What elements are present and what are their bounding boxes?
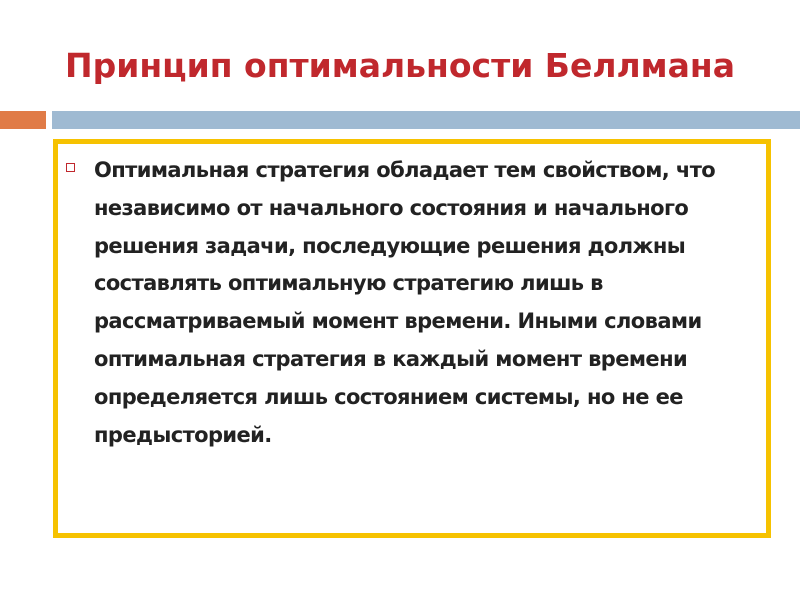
- content-box: [53, 139, 771, 538]
- accent-bar-right: [52, 111, 800, 129]
- accent-bar-left: [0, 111, 46, 129]
- bullet-text: Оптимальная стратегия обладает тем свойством, что независимо от начального состояния и начального решения задачи, последующие решения должны составлять оптимальную стратегию лишь в рассматриваемый момент времени. Иными словами оптимальная стратегия в каждый момент времени определяется лишь состоянием системы, но не ее предысторией.: [94, 158, 716, 447]
- square-bullet-icon: [66, 163, 75, 172]
- slide-title: Принцип оптимальности Беллмана: [65, 46, 735, 85]
